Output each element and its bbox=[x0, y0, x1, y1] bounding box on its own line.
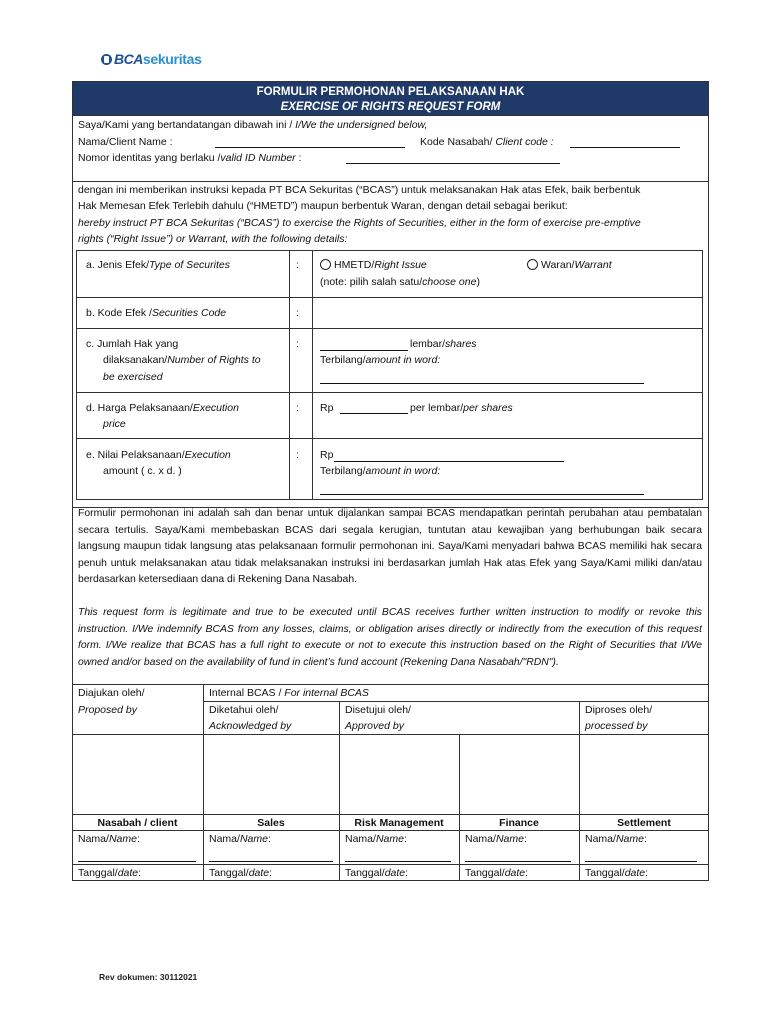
logo-bca-text: BCA bbox=[114, 51, 143, 67]
row-d-rp: Rp bbox=[320, 402, 334, 414]
instruction-id-line1: dengan ini memberikan instruksi kepada PT BCA Sekuritas (“BCAS”) untuk melaksanakan Hak atas Efek, baik berbentuk bbox=[78, 184, 641, 196]
role-sales: Sales bbox=[257, 817, 285, 829]
finance-name-field[interactable] bbox=[465, 849, 571, 862]
row-b-colon: : bbox=[296, 307, 299, 319]
sales-date-label[interactable]: Tanggal/date: bbox=[209, 867, 273, 879]
rights-quantity-field[interactable] bbox=[320, 338, 408, 351]
row-a-colon: : bbox=[296, 259, 299, 271]
settlement-name-label: Nama/Name: bbox=[585, 833, 647, 845]
bca-sekuritas-logo bbox=[101, 51, 202, 67]
processed-by-id: Diproses oleh/ bbox=[585, 704, 653, 716]
approved-by-id: Disetujui oleh/ bbox=[345, 704, 411, 716]
client-name-field[interactable] bbox=[215, 135, 405, 148]
finance-signature-box[interactable] bbox=[460, 735, 579, 814]
row-d-label1: d. Harga Pelaksanaan/Execution bbox=[86, 402, 239, 414]
undersigned-line: Saya/Kami yang bertandatangan dibawah ini / I/We the undersigned below, bbox=[78, 119, 428, 131]
waran-radio[interactable] bbox=[527, 259, 538, 270]
form-title-bar bbox=[72, 81, 709, 116]
revision-footer: Rev dokumen: 30112021 bbox=[99, 972, 198, 982]
settlement-name-field[interactable] bbox=[585, 849, 697, 862]
row-c-words-label: Terbilang/amount in word: bbox=[320, 354, 441, 366]
rights-amount-words-field[interactable] bbox=[320, 371, 644, 384]
form-title: FORMULIR PERMOHONAN PELAKSANAAN HAK bbox=[256, 86, 525, 98]
row-e-words-label: Terbilang/amount in word: bbox=[320, 465, 441, 477]
risk-name-field[interactable] bbox=[345, 849, 451, 862]
risk-signature-box[interactable] bbox=[340, 735, 459, 814]
sales-signature-box[interactable] bbox=[204, 735, 339, 814]
instruction-en-line2: rights (“Right Issue”) or Warrant, with the following details: bbox=[78, 233, 348, 245]
sales-name-field[interactable] bbox=[209, 849, 333, 862]
option-hmetd[interactable]: HMETD/Right Issue bbox=[320, 258, 427, 272]
acknowledged-by-id: Diketahui oleh/ bbox=[209, 704, 279, 716]
row-b-label: b. Kode Efek /Securities Code bbox=[86, 307, 227, 319]
finance-name-label: Nama/Name: bbox=[465, 833, 527, 845]
instruction-en-line1: hereby instruct PT BCA Sekuritas (“BCAS”) to exercise the Rights of Securities, either in the form of exercise pre-emptive bbox=[78, 217, 641, 229]
securities-code-field[interactable] bbox=[313, 298, 703, 328]
client-name-label-sig: Nama/Name: bbox=[78, 833, 140, 845]
row-e-label1: e. Nilai Pelaksanaan/Execution bbox=[86, 449, 231, 461]
row-e-colon: : bbox=[296, 449, 299, 461]
execution-price-field[interactable] bbox=[340, 401, 408, 414]
proposed-by-en: Proposed by bbox=[78, 704, 137, 716]
row-a-label: a. Jenis Efek/Type of Securites bbox=[86, 259, 230, 271]
option-waran[interactable]: Waran/Warrant bbox=[527, 258, 612, 272]
client-name-label: Nama/Client Name : bbox=[78, 136, 173, 148]
settlement-signature-box[interactable] bbox=[580, 735, 708, 814]
approved-by-en: Approved by bbox=[345, 720, 404, 732]
row-c-label2: dilaksanakan/Number of Rights to bbox=[103, 354, 261, 366]
role-client: Nasabah / client bbox=[97, 817, 178, 829]
logo-sekuritas-text: sekuritas bbox=[142, 51, 202, 67]
row-c-colon: : bbox=[296, 338, 299, 350]
role-settlement: Settlement bbox=[617, 817, 671, 829]
id-number-label: Nomor identitas yang berlaku /valid ID Number : bbox=[78, 152, 302, 164]
finance-date-label[interactable]: Tanggal/date: bbox=[465, 867, 529, 879]
request-form bbox=[72, 81, 709, 881]
sales-name-label: Nama/Name: bbox=[209, 833, 271, 845]
role-risk-management: Risk Management bbox=[354, 817, 444, 829]
hmetd-radio[interactable] bbox=[320, 259, 331, 270]
client-signature-box[interactable] bbox=[73, 735, 203, 814]
role-finance: Finance bbox=[499, 817, 539, 829]
risk-name-label: Nama/Name: bbox=[345, 833, 407, 845]
proposed-by-id: Diajukan oleh/ bbox=[78, 687, 145, 699]
instruction-id-line2: Hak Memesan Efek Terlebih dahulu (“HMETD”) maupun berbentuk Waran, dengan detail sebagai berikut: bbox=[78, 200, 568, 212]
settlement-date-label[interactable]: Tanggal/date: bbox=[585, 867, 649, 879]
client-code-field[interactable] bbox=[570, 135, 680, 148]
id-number-field[interactable] bbox=[346, 151, 560, 164]
shares-unit: lembar/shares bbox=[410, 338, 477, 350]
client-code-label: Kode Nasabah/ Client code : bbox=[420, 136, 554, 148]
row-a-note: (note: pilih salah satu/choose one) bbox=[320, 276, 480, 288]
row-c-label3: be exercised bbox=[103, 371, 163, 383]
form-subtitle: EXERCISE OF RIGHTS REQUEST FORM bbox=[280, 101, 501, 113]
processed-by-en: processed by bbox=[585, 720, 648, 732]
execution-amount-words-field[interactable] bbox=[320, 482, 644, 495]
row-d-per-share: per lembar/per shares bbox=[410, 402, 513, 414]
disclaimer-en: This request form is legitimate and true to be executed until BCAS receives further written instruction to modify or revoke this instruction. I/We indemnify BCAS from any losses, claims, or obligation arises directly or indirectly from the execution of this request form. I/We realize that BCAS has a full right to execute or not to execute this instruction based on the Right of Securities that I/We owned and/or based on the availability of fund in client’s fund account (Rekening Dana Nasabah/"RDN"). bbox=[78, 607, 702, 668]
risk-date-label[interactable]: Tanggal/date: bbox=[345, 867, 409, 879]
bca-logo-icon bbox=[101, 54, 112, 65]
internal-bcas-label: Internal BCAS / For internal BCAS bbox=[209, 687, 369, 699]
client-name-sig-field[interactable] bbox=[78, 849, 196, 862]
row-d-colon: : bbox=[296, 402, 299, 414]
row-d-label2: price bbox=[103, 418, 126, 430]
disclaimer-id: Formulir permohonan ini adalah sah dan benar untuk dijalankan sampai BCAS mendapatkan perintah perubahan atau pembatalan secara tertulis. Saya/Kami membebaskan BCAS dari segala kerugian, tuntutan atau kewajiban yang berhubungan baik secara langsung maupun tidak langsung atas pelaksanaan formulir permohonan ini. Saya/Kami menyadari bahwa BCAS memiliki hak secara penuh untuk melaksanakan atau tidak melaksanakan instruksi ini berdasarkan jumlah Hak atas Efek yang Saya/Kami miliki dan/atau berdasarkan ketersediaan dana di Rekening Dana Nasabah. bbox=[78, 508, 702, 585]
execution-amount-field[interactable] bbox=[334, 449, 564, 462]
row-e-rp: Rp bbox=[320, 449, 334, 461]
row-e-label2: amount ( c. x d. ) bbox=[103, 465, 182, 477]
acknowledged-by-en: Acknowledged by bbox=[209, 720, 292, 732]
row-c-label1: c. Jumlah Hak yang bbox=[86, 338, 179, 350]
client-date-label[interactable]: Tanggal/date: bbox=[78, 867, 142, 879]
